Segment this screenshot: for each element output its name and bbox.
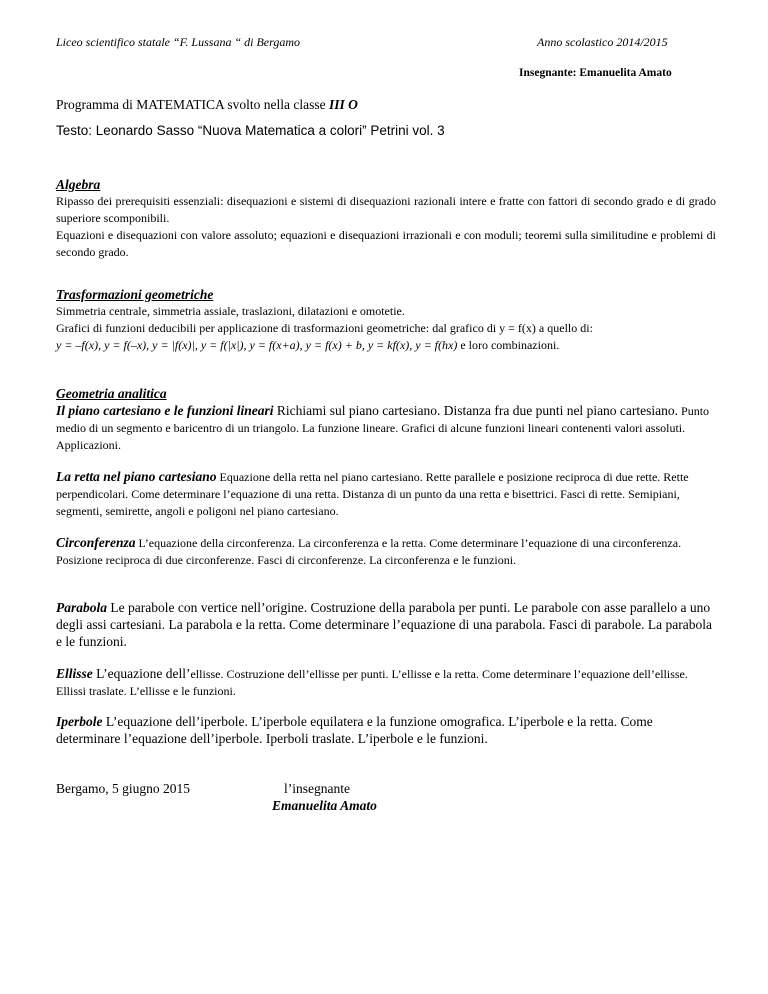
transformations-line-1: Simmetria centrale, simmetria assiale, traslazioni, dilatazioni e omotetie.	[56, 304, 405, 318]
program-title	[56, 97, 358, 113]
circumference-text: L’equazione della circonferenza. La circonferenza e la retta. Come determinare l’equazione di una circonferenza. Posizione reciproca di due circonferenze. Fasci di circonferenze. La circonferenza e le funzioni.	[56, 536, 682, 567]
signature-name: Emanuelita Amato	[272, 798, 377, 813]
signature-role: l’insegnante	[284, 781, 350, 796]
school-header: Liceo scientifico statale “F. Lussana “ di Bergamo	[56, 35, 301, 49]
algebra-paragraph-2: Equazioni e disequazioni con valore assoluto; equazioni e disequazioni irrazionali e con moduli; teoremi sulla similitudine e problemi di secondo grado.	[56, 228, 716, 259]
hyperbola-paragraph	[56, 713, 716, 747]
parabola-subtitle: Parabola	[56, 600, 108, 615]
cartesian-plane-text: Punto medio di un segmento e baricentro di un triangolo. La funzione lineare. Grafici di alcune funzioni lineari contenenti valori assoluti. Applicazioni.	[56, 404, 710, 452]
school-year: Anno scolastico 2014/2015	[537, 35, 668, 49]
cartesian-plane-text-large: Richiami sul piano cartesiano. Distanza fra due punti nel piano cartesiano.	[273, 403, 679, 418]
line-paragraph	[56, 468, 716, 520]
topic-circumference	[56, 534, 716, 569]
ellipse-subtitle: Ellisse	[56, 666, 93, 681]
cartesian-plane-subtitle: Il piano cartesiano e le funzioni lineari	[56, 403, 274, 418]
transformations-formulas: y = –f(x), y = f(–x), y = |f(x)|, y = f(|x|), y = f(x+a), y = f(x) + b, y = kf(x), y = f(hx)	[56, 338, 458, 352]
transformations-line-3-tail: e loro combinazioni.	[457, 338, 560, 352]
hyperbola-subtitle: Iperbole	[56, 714, 103, 729]
topic-line	[56, 468, 716, 520]
transformations-line-2: Grafici di funzioni deducibili per applicazione di trasformazioni geometriche: dal grafico di y = f(x) a quello di:	[56, 321, 593, 335]
circumference-subtitle: Circonferenza	[56, 535, 136, 550]
topic-parabola	[56, 599, 716, 650]
topic-ellipse	[56, 665, 716, 700]
section-transformations	[56, 287, 716, 354]
section-title-analytic-geometry: Geometria analitica	[56, 386, 167, 401]
place-and-date: Bergamo, 5 giugno 2015	[56, 781, 190, 796]
topic-hyperbola	[56, 713, 716, 747]
section-title-transformations: Trasformazioni geometriche	[56, 287, 214, 302]
hyperbola-text: L’equazione dell’iperbole. L’iperbole equilatera e la funzione omografica. L’iperbole e la retta. Come determinare l’equazione dell’iperbole. Iperboli traslate. L’iperbole e le funzioni.	[56, 714, 653, 746]
textbook-reference: Testo: Leonardo Sasso “Nuova Matematica a colori” Petrini vol. 3	[56, 123, 445, 138]
circumference-paragraph	[56, 534, 716, 569]
line-text: Equazione della retta nel piano cartesiano. Rette parallele e posizione reciproca di due rette. Rette perpendicolari. Come determinare l’equazione di una retta. Distanza di un punto da una retta e bisettrici. Fasci di rette. Semipiani, segmenti, semirette, angoli e poligoni nel piano cartesiano.	[56, 470, 689, 518]
parabola-text: Le parabole con vertice nell’origine. Costruzione della parabola per punti. Le parabole con asse parallelo a uno degli assi cartesiani. La parabola e la retta. Come determinare l’equazione di una parabola. Fasci di parabole. La parabola e le funzioni.	[56, 600, 712, 649]
ellipse-text-large: L’equazione dell’	[92, 666, 191, 681]
teacher-name-header: Insegnante: Emanuelita Amato	[519, 67, 672, 79]
program-title-prefix: Programma di MATEMATICA svolto nella classe	[56, 97, 329, 112]
class-name: III O	[328, 97, 358, 112]
section-algebra	[56, 177, 716, 261]
cartesian-plane-paragraph	[56, 402, 716, 454]
line-subtitle: La retta nel piano cartesiano	[56, 469, 217, 484]
ellipse-text: ellisse. Costruzione dell’ellisse per punti. L’ellisse e la retta. Come determinare l’equazione dell’ellisse. Ellissi traslate. L’ellisse e le funzioni.	[56, 667, 688, 698]
ellipse-paragraph	[56, 665, 716, 700]
algebra-paragraph-1: Ripasso dei prerequisiti essenziali: disequazioni e sistemi di disequazioni razionali intere e fratte con fattori di secondo grado e di grado superiore scomponibili.	[56, 194, 716, 225]
transformations-line-3	[56, 337, 716, 354]
section-title-algebra: Algebra	[56, 177, 101, 192]
parabola-paragraph	[56, 599, 716, 650]
section-analytic-geometry	[56, 386, 716, 454]
